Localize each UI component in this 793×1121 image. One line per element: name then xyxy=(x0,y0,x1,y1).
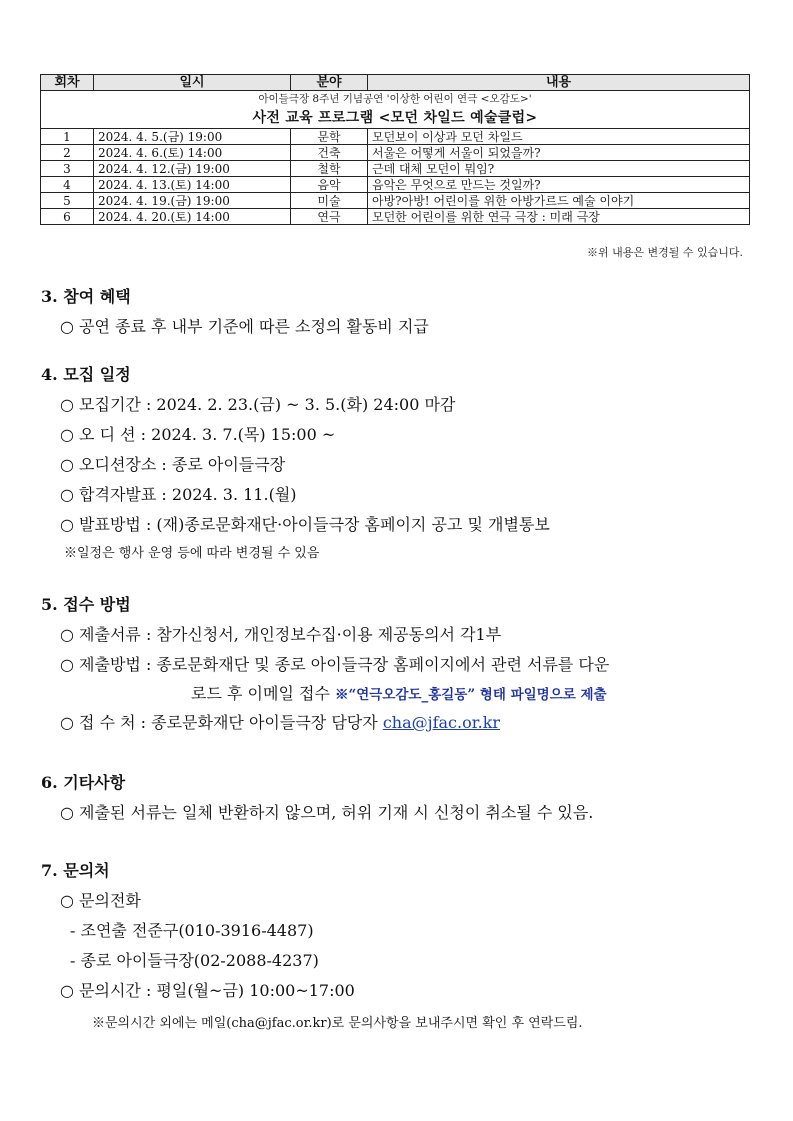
table-caption-small: 아이들극장 8주년 기념공연 '이상한 어린이 연극 <오감도>' xyxy=(41,91,750,108)
apply-method-line2-text: 로드 후 이메일 접수 xyxy=(191,684,330,703)
table-row xyxy=(41,161,750,177)
table-note: ※위 내용은 변경될 수 있습니다. xyxy=(587,246,743,259)
apply-email-link[interactable]: cha@jfac.or.kr xyxy=(382,713,501,732)
schedule-item-place: ○ 오디션장소 : 종로 아이들극장 xyxy=(60,455,286,474)
contact-phone-director: - 조연출 전준구(010-3916-4487) xyxy=(70,921,314,940)
section-title-contact: 7. 문의처 xyxy=(41,861,110,880)
cell-field: 미술 xyxy=(291,193,368,209)
header-content: 내용 xyxy=(368,75,750,91)
cell-content: 서울은 어떻게 서울이 되었을까? xyxy=(368,145,750,161)
section-title-apply: 5. 접수 방법 xyxy=(41,595,131,614)
section-title-etc: 6. 기타사항 xyxy=(41,773,126,792)
schedule-item-period: ○ 모집기간 : 2024. 2. 23.(금) ~ 3. 5.(화) 24:00 마감 xyxy=(60,395,456,414)
cell-datetime: 2024. 4. 20.(토) 14:00 xyxy=(94,209,291,225)
cell-field: 음악 xyxy=(291,177,368,193)
section-title-benefit: 3. 참여 혜택 xyxy=(41,287,131,306)
cell-content: 근데 대체 모던이 뭐임? xyxy=(368,161,750,177)
cell-field: 철학 xyxy=(291,161,368,177)
cell-session: 2 xyxy=(41,145,94,161)
cell-session: 6 xyxy=(41,209,94,225)
cell-datetime: 2024. 4. 12.(금) 19:00 xyxy=(94,161,291,177)
cell-content: 모던보이 이상과 모던 차일드 xyxy=(368,129,750,145)
etc-item: ○ 제출된 서류는 일체 반환하지 않으며, 허위 기재 시 신청이 취소될 수 있음. xyxy=(60,803,594,822)
apply-filename-highlight: ※“연극오감도_홍길동” 형태 파일명으로 제출 xyxy=(335,687,607,703)
cell-content: 모던한 어린이를 위한 연극 극장 : 미래 극장 xyxy=(368,209,750,225)
contact-phone-theater: - 종로 아이들극장(02-2088-4237) xyxy=(70,951,319,970)
schedule-note: ※일정은 행사 운영 등에 따라 변경될 수 있음 xyxy=(64,546,320,561)
cell-content: 음악은 무엇으로 만드는 것일까? xyxy=(368,177,750,193)
schedule-item-announcement: ○ 합격자발표 : 2024. 3. 11.(월) xyxy=(60,485,297,504)
table-row xyxy=(41,209,750,225)
table-caption-main: 사전 교육 프로그램 <모던 차일드 예술클럽> xyxy=(41,107,750,129)
table-row xyxy=(41,193,750,209)
cell-session: 1 xyxy=(41,129,94,145)
table-row xyxy=(41,177,750,193)
apply-method-line1: ○ 제출방법 : 종로문화재단 및 종로 아이들극장 홈페이지에서 관련 서류를 다운 xyxy=(60,655,610,674)
cell-field: 연극 xyxy=(291,209,368,225)
header-datetime: 일시 xyxy=(94,75,291,91)
contact-phone-head: ○ 문의전화 xyxy=(60,891,141,910)
cell-session: 4 xyxy=(41,177,94,193)
contact-note: ※문의시간 외에는 메일(cha@jfac.or.kr)로 문의사항을 보내주시면 확인 후 연락드림. xyxy=(92,1016,583,1031)
table-row xyxy=(41,145,750,161)
apply-docs: ○ 제출서류 : 참가신청서, 개인정보수집·이용 제공동의서 각1부 xyxy=(60,625,502,644)
cell-session: 5 xyxy=(41,193,94,209)
table-row xyxy=(41,129,750,145)
cell-datetime: 2024. 4. 13.(토) 14:00 xyxy=(94,177,291,193)
table-header-row xyxy=(41,75,750,91)
schedule-item-audition: ○ 오 디 션 : 2024. 3. 7.(목) 15:00 ~ xyxy=(60,425,336,444)
cell-content: 아방?아방! 어린이를 위한 아방가르드 예술 이야기 xyxy=(368,193,750,209)
apply-method-line2 xyxy=(191,681,607,704)
cell-datetime: 2024. 4. 6.(토) 14:00 xyxy=(94,145,291,161)
benefit-item: ○ 공연 종료 후 내부 기준에 따른 소정의 활동비 지급 xyxy=(60,317,429,336)
contact-hours: ○ 문의시간 : 평일(월~금) 10:00~17:00 xyxy=(60,981,355,1000)
cell-datetime: 2024. 4. 5.(금) 19:00 xyxy=(94,129,291,145)
header-field: 분야 xyxy=(291,75,368,91)
cell-datetime: 2024. 4. 19.(금) 19:00 xyxy=(94,193,291,209)
apply-place-label: ○ 접 수 처 : 종로문화재단 아이들극장 담당자 xyxy=(60,713,378,732)
program-table xyxy=(40,74,750,225)
apply-place xyxy=(60,710,500,733)
cell-field: 건축 xyxy=(291,145,368,161)
cell-field: 문학 xyxy=(291,129,368,145)
header-session: 회차 xyxy=(41,75,94,91)
schedule-item-method: ○ 발표방법 : (재)종로문화재단·아이들극장 홈페이지 공고 및 개별통보 xyxy=(60,515,550,534)
section-title-schedule: 4. 모집 일정 xyxy=(41,365,131,384)
cell-session: 3 xyxy=(41,161,94,177)
